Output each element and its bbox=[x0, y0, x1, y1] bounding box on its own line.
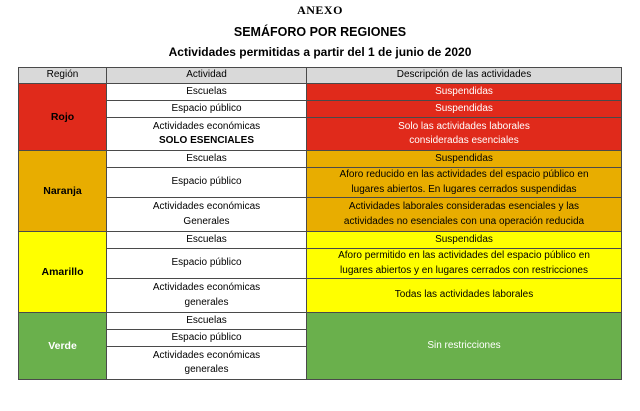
description-cell: Todas las actividades laborales bbox=[307, 279, 622, 313]
activity-cell: Espacio público bbox=[107, 168, 307, 198]
region-cell-amarillo: Amarillo bbox=[19, 232, 107, 313]
table-row bbox=[19, 168, 622, 198]
annex-label: ANEXO bbox=[297, 3, 343, 17]
column-header-activity: Actividad bbox=[107, 68, 307, 84]
table-row bbox=[19, 151, 622, 168]
description-cell: Suspendidas bbox=[307, 84, 622, 101]
description-cell: Actividades laborales consideradas esenciales y las actividades no esenciales con una operación reducida bbox=[307, 198, 622, 232]
activity-cell: Espacio público bbox=[107, 249, 307, 279]
activity-cell: Espacio público bbox=[107, 330, 307, 347]
description-cell: Solo las actividades laborales consideradas esenciales bbox=[307, 118, 622, 151]
description-cell: Aforo permitido en las actividades del espacio público en lugares abiertos y en lugares cerrados con restricciones bbox=[307, 249, 622, 279]
activity-cell: Escuelas bbox=[107, 84, 307, 101]
activity-cell bbox=[107, 118, 307, 151]
table-header-row bbox=[19, 68, 622, 84]
column-header-region: Región bbox=[19, 68, 107, 84]
activity-cell: Escuelas bbox=[107, 151, 307, 168]
table-row bbox=[19, 313, 622, 330]
description-cell: Suspendidas bbox=[307, 151, 622, 168]
activity-cell: Espacio público bbox=[107, 101, 307, 118]
table-row bbox=[19, 279, 622, 313]
description-cell: Suspendidas bbox=[307, 101, 622, 118]
activity-label-emphasis: SOLO ESENCIALES bbox=[158, 135, 254, 146]
table-row bbox=[19, 84, 622, 101]
column-header-description: Descripción de las actividades bbox=[307, 68, 622, 84]
traffic-light-table bbox=[18, 67, 622, 380]
activity-cell: Actividades económicas generales bbox=[107, 279, 307, 313]
region-cell-rojo: Rojo bbox=[19, 84, 107, 151]
activity-label: Actividades económicas bbox=[152, 120, 261, 132]
table-row bbox=[19, 118, 622, 151]
table-row bbox=[19, 198, 622, 232]
region-cell-verde: Verde bbox=[19, 313, 107, 380]
activity-cell: Escuelas bbox=[107, 232, 307, 249]
region-cell-naranja: Naranja bbox=[19, 151, 107, 232]
activity-cell: Actividades económicas Generales bbox=[107, 198, 307, 232]
table-row bbox=[19, 101, 622, 118]
table-row bbox=[19, 249, 622, 279]
description-cell: Sin restricciones bbox=[307, 313, 622, 380]
activity-cell: Actividades económicas generales bbox=[107, 347, 307, 380]
activity-cell: Escuelas bbox=[107, 313, 307, 330]
description-cell: Suspendidas bbox=[307, 232, 622, 249]
document-title: SEMÁFORO POR REGIONES bbox=[233, 25, 407, 39]
document-subtitle: Actividades permitidas a partir del 1 de junio de 2020 bbox=[168, 45, 472, 59]
description-cell: Aforo reducido en las actividades del espacio público en lugares abiertos. En lugares cerrados suspendidas bbox=[307, 168, 622, 198]
table-row bbox=[19, 232, 622, 249]
